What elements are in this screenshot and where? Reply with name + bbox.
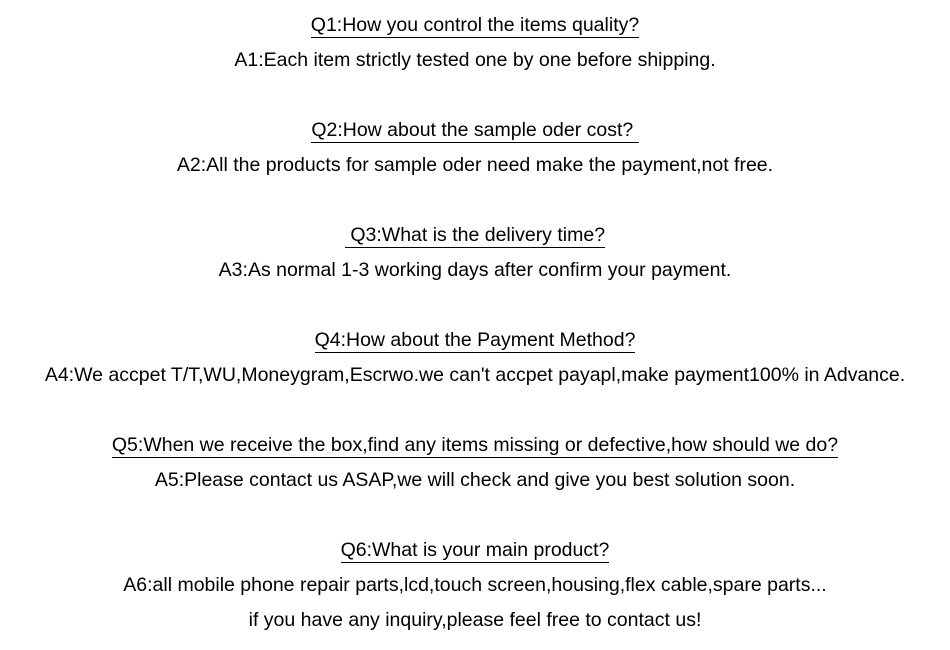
closing-note: if you have any inquiry,please feel free to contact us! <box>248 609 702 631</box>
answer-4: A4:We accpet T/T,WU,Moneygram,Escrwo.we can't accpet payapl,make payment100% in Advance. <box>44 364 906 386</box>
question-3-text: Q3:What is the delivery time? <box>344 224 606 246</box>
answer-3: A3:As normal 1-3 working days after confirm your payment. <box>218 259 732 281</box>
question-2-text: Q2:How about the sample oder cost? <box>311 119 639 141</box>
answer-5: A5:Please contact us ASAP,we will check and give you best solution soon. <box>154 469 796 491</box>
answer-6: A6:all mobile phone repair parts,lcd,touch screen,housing,flex cable,spare parts... <box>123 574 827 596</box>
answer-2: A2:All the products for sample oder need make the payment,not free. <box>176 154 774 176</box>
question-4 <box>0 328 950 353</box>
question-5 <box>0 433 950 458</box>
question-2 <box>0 118 950 143</box>
question-5-text: Q5:When we receive the box,find any items missing or defective,how should we do? <box>111 434 839 456</box>
question-3 <box>0 223 950 248</box>
answer-1: A1:Each item strictly tested one by one before shipping. <box>234 49 716 71</box>
question-4-text: Q4:How about the Payment Method? <box>314 329 636 351</box>
question-6 <box>0 538 950 563</box>
question-6-text: Q6:What is your main product? <box>340 539 610 561</box>
question-1-text: Q1:How you control the items quality? <box>310 14 640 36</box>
question-1 <box>0 13 950 38</box>
